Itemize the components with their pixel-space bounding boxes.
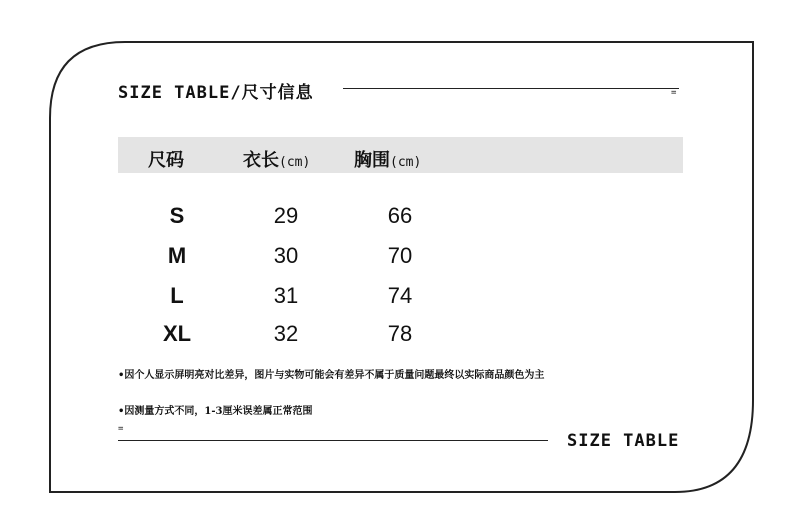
column-header-size: 尺码	[148, 150, 184, 171]
column-header-chest: 胸围(cm)	[354, 150, 422, 171]
title-divider	[343, 88, 679, 89]
chest-cell: 70	[387, 243, 413, 268]
table-row	[0, 243, 800, 275]
chest-cell: 78	[387, 321, 413, 346]
note-display-difference: •因个人显示屏明亮对比差异，图片与实物可能会有差异不属于质量问题最终以实际商品颜色为主	[118, 370, 545, 381]
page-title: SIZE TABLE/尺寸信息	[118, 83, 314, 103]
footer-divider	[118, 440, 548, 441]
note-measurement-tolerance: •因测量方式不同，1-3厘米误差属正常范围	[118, 406, 313, 417]
table-row	[0, 321, 800, 353]
chest-cell: 74	[387, 283, 413, 308]
length-cell: 29	[273, 203, 299, 228]
size-cell: M	[167, 243, 187, 268]
column-header-length: 衣长(cm)	[243, 150, 311, 171]
table-row	[0, 203, 800, 235]
length-cell: 32	[273, 321, 299, 346]
size-cell: S	[169, 203, 185, 228]
length-cell: 31	[273, 283, 299, 308]
chest-cell: 66	[387, 203, 413, 228]
size-cell: XL	[162, 321, 192, 346]
footer-rule-mark: =	[118, 424, 124, 434]
footer-title: SIZE TABLE	[567, 431, 680, 451]
title-rule-mark: =	[671, 88, 677, 98]
length-cell: 30	[273, 243, 299, 268]
table-row	[0, 283, 800, 315]
size-cell: L	[170, 283, 184, 308]
